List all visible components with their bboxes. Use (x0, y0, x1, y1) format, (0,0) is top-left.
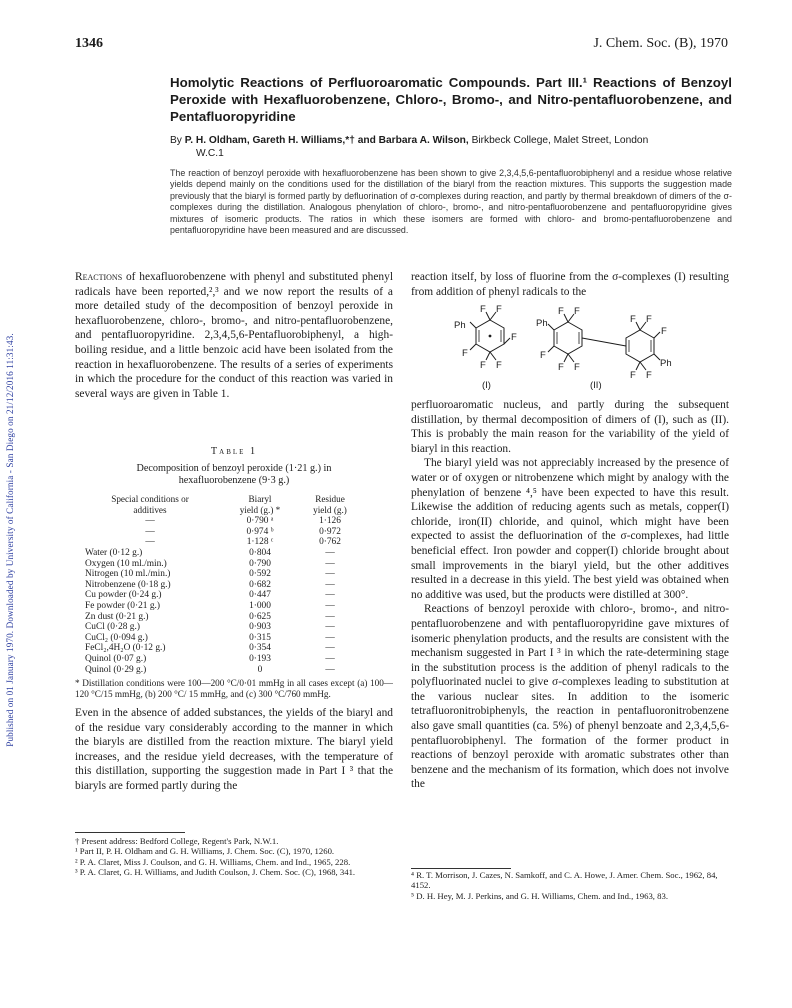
table-row (75, 569, 393, 580)
table-row (75, 548, 393, 559)
table-row (75, 643, 393, 654)
paragraph-distillation: Even in the absence of added substances, the yields of the biaryl and of the residue vary considerably according to the manner in which the biaryls are distilled from the reaction mixture. The biaryl yield increases, and the residue yield decreases, with the temperature of this distillation, supporting the suggestion made in Part I ³ that the biaryls are formed partly during the (75, 707, 393, 792)
footnote: ⁴ R. T. Morrison, J. Cazes, N. Samkoff, and C. A. Howe, J. Amer. Chem. Soc., 1962, 84, 4152. (411, 870, 718, 891)
footnote-divider (411, 868, 511, 869)
cell-residue-yield: 1·126 (319, 516, 341, 527)
cell-condition: Oxygen (10 ml./min.) (85, 558, 167, 569)
column-header-text: additives (133, 504, 167, 515)
cell-biaryl-yield: 0·804 (249, 547, 271, 558)
fluorine-label: F (496, 360, 502, 371)
column-header-text: Special conditions or (111, 494, 189, 504)
column-header-text: yield (g.) * (239, 504, 281, 515)
fluorine-label: F (661, 326, 667, 337)
phenyl-label: Ph (660, 358, 672, 369)
right-column-main (411, 398, 729, 792)
column-header-residue (295, 494, 365, 515)
cell-residue-yield: — (325, 600, 335, 611)
footnotes-right (411, 870, 729, 901)
cell-biaryl-yield: 0 (257, 664, 263, 675)
author-names: P. H. Oldham, Gareth H. Williams,*† and Barbara A. Wilson, (184, 135, 469, 146)
footnote: ³ P. A. Claret, G. H. Williams, and Judith Coulson, J. Chem. Soc. (C), 1968, 341. (75, 867, 356, 878)
cell-condition: — (145, 537, 155, 548)
cell-residue-yield: — (325, 590, 335, 601)
fluorine-label: F (630, 370, 636, 381)
footnote: ² P. A. Claret, Miss J. Coulson, and G. H. Williams, Chem. and Ind., 1965, 228. (75, 856, 351, 867)
cell-condition: Nitrobenzene (0·18 g.) (85, 579, 171, 590)
column-header-text: yield (g.) (313, 504, 347, 515)
cell-condition: FeCl₂,4H₂O (0·12 g.) (85, 643, 166, 654)
cell-condition: Water (0·12 g.) (85, 547, 143, 558)
paragraph-isomers: Reactions of benzoyl peroxide with chloro-, bromo-, and nitro-pentafluorobenzene and with pentafluoropyridine gave mixtures of isomeric phenylation products, and the results are consistent with the mechanism suggested in Part I ³ in which the rate-determining stage in the substitution process is the addition of phenyl radicals to the polyfluorinated nuclei to give σ-complexes leading to substitution at the various nuclear sites. In addition to the isomeric tetrafluoronitrobiphenyls, the reaction in pentafluoronitrobenzene also gave small quantities (ca. 5%) of phenyl benzoate and 2,3,4,5,6-pentafluorobiphenyl. The formation of the former product in reactions of benzoyl peroxide with aromatic substrates other than benzene and the mechanism of its formation, which does not involve the (411, 603, 729, 791)
cell-condition: Nitrogen (10 ml./min.) (85, 569, 171, 580)
cell-biaryl-yield: 0·790 ᵃ (246, 516, 274, 527)
fluorine-label: F (574, 306, 580, 317)
cell-condition: Quinol (0·07 g.) (85, 653, 147, 664)
table-1 (75, 446, 393, 700)
page-number: 1346 (75, 36, 103, 51)
fluorine-label: F (558, 362, 564, 373)
phenyl-label: Ph (536, 318, 548, 329)
table-row (75, 559, 393, 570)
fluorine-label: F (480, 304, 486, 315)
left-column-continued (75, 706, 393, 794)
right-column-top (411, 270, 729, 299)
cell-biaryl-yield: 0·790 (249, 558, 271, 569)
author-line (170, 134, 732, 160)
cell-biaryl-yield: 0·974 ᵇ (246, 526, 274, 537)
table-body (75, 516, 393, 675)
cell-residue-yield: 0·762 (319, 537, 341, 548)
fluorine-label: F (646, 370, 652, 381)
cell-residue-yield: — (325, 653, 335, 664)
cell-biaryl-yield: 0·682 (249, 579, 271, 590)
fluorine-label: F (462, 348, 468, 359)
cell-residue-yield: — (325, 611, 335, 622)
cell-biaryl-yield: 1·000 (249, 600, 271, 611)
structure-label-i: (I) (482, 380, 491, 391)
cell-residue-yield: 0·972 (319, 526, 341, 537)
paragraph-reaction: reaction itself, by loss of fluorine from the σ-complexes (I) resulting from addition of phenyl radicals to the (411, 271, 729, 298)
cell-residue-yield: — (325, 632, 335, 643)
cell-condition: Fe powder (0·21 g.) (85, 600, 160, 611)
fluorine-label: F (496, 304, 502, 315)
cell-condition: Quinol (0·29 g.) (85, 664, 147, 675)
table-row (75, 622, 393, 633)
table-header (75, 494, 393, 515)
table-row (75, 633, 393, 644)
abstract: The reaction of benzoyl peroxide with hexafluorobenzene has been shown to give 2,3,4,5,6-pentafluorobiphenyl and a residue whose relative yields depend mainly on the conditions used for the distillation of the biaryl from the reaction mixtures. This supports the suggestion made previously that the biaryl is formed partly by defluorination of σ-complexes during reaction, and partly by thermal breakdown of dimers of the σ-complexes during the distillation. Analogous phenylation of chloro-, bromo-, and nitro-pentafluorobenzene and pentafluoropyridine gives mixtures of isomeric products. The ratios in which these isomers are formed with chloro- and bromo-pentafluorobenzene and pentafluoropyridine have been measured and are discussed. (170, 168, 732, 236)
author-prefix: By (170, 135, 185, 146)
cell-residue-yield: — (325, 664, 335, 675)
table-row (75, 665, 393, 676)
ring-structure-ii-left (554, 322, 582, 354)
table-row (75, 527, 393, 538)
table-row (75, 601, 393, 612)
cell-biaryl-yield: 0·315 (249, 632, 271, 643)
fluorine-label: F (646, 314, 652, 325)
ring-structure-ii-right (626, 330, 654, 362)
journal-reference: J. Chem. Soc. (B), 1970 (593, 36, 728, 51)
column-header-text: Biaryl (248, 494, 272, 504)
structure-diagram (440, 302, 710, 394)
column-header-biaryl (225, 494, 295, 515)
cell-biaryl-yield: 1·128 ᶜ (246, 537, 274, 548)
cell-residue-yield: — (325, 569, 335, 580)
column-header-text: Residue (315, 494, 345, 504)
cell-condition: CuCl₂ (0·094 g.) (85, 632, 148, 643)
table-row (75, 537, 393, 548)
paragraph-additives: The biaryl yield was not appreciably increased by the presence of water or of oxygen or nitrobenzene which might by analogy with the phenylation of benzene ⁴,⁵ have been expected to have this result. Likewise the addition of reducing agents such as metals, copper(I) chloride, iron(II) chloride, and quinol, which might have been expected to assist the defluorination of the σ-complexes, had little beneficial effect. Iron powder and copper(I) chloride brought about small improvements in the biaryl yield, but the other additives resulted in a decrease in this yield. The best yield was obtained when no additive was used, but the products were distilled at 300°. (411, 457, 729, 601)
fluorine-label: F (574, 362, 580, 373)
chemical-structures (440, 302, 710, 394)
table-row (75, 590, 393, 601)
table-row (75, 516, 393, 527)
table-row (75, 612, 393, 623)
cell-condition: CuCl (0·28 g.) (85, 622, 140, 633)
fluorine-label: F (630, 314, 636, 325)
cell-residue-yield: — (325, 622, 335, 633)
paragraph-intro (75, 270, 393, 401)
table-title (75, 463, 393, 487)
cell-residue-yield: — (325, 643, 335, 654)
cell-condition: — (145, 516, 155, 527)
table-title-line: Decomposition of benzoyl peroxide (1·21 g.) in (136, 463, 332, 474)
footnotes-left (75, 836, 393, 878)
paragraph-intro-text: of hexafluorobenzene with phenyl and substituted phenyl radicals have been reported,²,³ and we now report the results of a more detailed study of the decomposition of benzoyl peroxide in hexafluorobenzene, chloro-, bromo-, and nitro-pentafluorobenzene, and pentafluoropyridine. 2,3,4,5,6-Pentafluorobiphenyl, a high-boiling residue, and a little benzoic acid have been isolated from the reaction in hexafluorobenzene. The results of a series of experiments in which the procedure for the conduct of this reaction was varied in several ways are given in Table 1. (75, 271, 393, 400)
table-title-line: hexafluorobenzene (9·3 g.) (178, 475, 290, 486)
table-footnote: * Distillation conditions were 100—200 °C/0·01 mmHg in all cases except (a) 100—120 °C/15 mmHg, (b) 200 °C/ 15 mmHg, and (c) 300 °C/760 mmHg. (75, 678, 393, 700)
cell-biaryl-yield: 0·592 (249, 569, 271, 580)
structure-label-ii: (II) (590, 380, 602, 391)
fluorine-label: F (511, 332, 517, 343)
left-column-intro (75, 270, 393, 401)
drop-lead: Reactions (75, 271, 123, 283)
table-row (75, 580, 393, 591)
article-title: Homolytic Reactions of Perfluoroaromatic Compounds. Part III.¹ Reactions of Benzoyl Peroxide with Hexafluorobenzene, Chloro-, Bromo-, and Nitro-pentafluorobenzene, and Pentafluoropyridine (170, 75, 732, 124)
fluorine-label: F (480, 360, 486, 371)
cell-condition: — (145, 526, 155, 537)
cell-residue-yield: — (325, 579, 335, 590)
phenyl-label: Ph (454, 320, 466, 331)
footnote: ¹ Part II, P. H. Oldham and G. H. Williams, J. Chem. Soc. (C), 1970, 1260. (75, 846, 335, 857)
footnote: † Present address: Bedford College, Regent's Park, N.W.1. (75, 836, 279, 846)
affiliation: Birkbeck College, Malet Street, London (468, 135, 649, 146)
cell-condition: Zn dust (0·21 g.) (85, 611, 149, 622)
cell-condition: Cu powder (0·24 g.) (85, 590, 162, 601)
cell-biaryl-yield: 0·625 (249, 611, 271, 622)
paragraph-mechanism: perfluoroaromatic nucleus, and partly during the subsequent distillation, by thermal decomposition of dimers of (I), such as (II). This is probably the main reason for the variability of the yield of biaryl in this reaction. (411, 399, 729, 455)
table-caption: Table 1 (210, 446, 258, 457)
affiliation-continued: W.C.1 (196, 148, 224, 159)
radical-dot (489, 335, 492, 338)
cell-biaryl-yield: 0·447 (249, 590, 271, 601)
footnote-divider (75, 832, 185, 833)
table-row (75, 654, 393, 665)
fluorine-label: F (558, 306, 564, 317)
column-header-conditions (75, 494, 225, 515)
cell-biaryl-yield: 0·354 (249, 643, 271, 654)
download-notice-text: Published on 01 January 1970. Downloaded by University of California - San Diego on 21/12/2016 11:31:43. (5, 333, 15, 747)
cell-residue-yield: — (325, 547, 335, 558)
footnote: ⁵ D. H. Hey, M. J. Perkins, and G. H. Williams, Chem. and Ind., 1963, 83. (411, 890, 669, 901)
cell-biaryl-yield: 0·903 (249, 622, 271, 633)
cell-biaryl-yield: 0·193 (249, 653, 271, 664)
download-notice (3, 150, 17, 930)
cell-residue-yield: — (325, 558, 335, 569)
fluorine-label: F (540, 350, 546, 361)
